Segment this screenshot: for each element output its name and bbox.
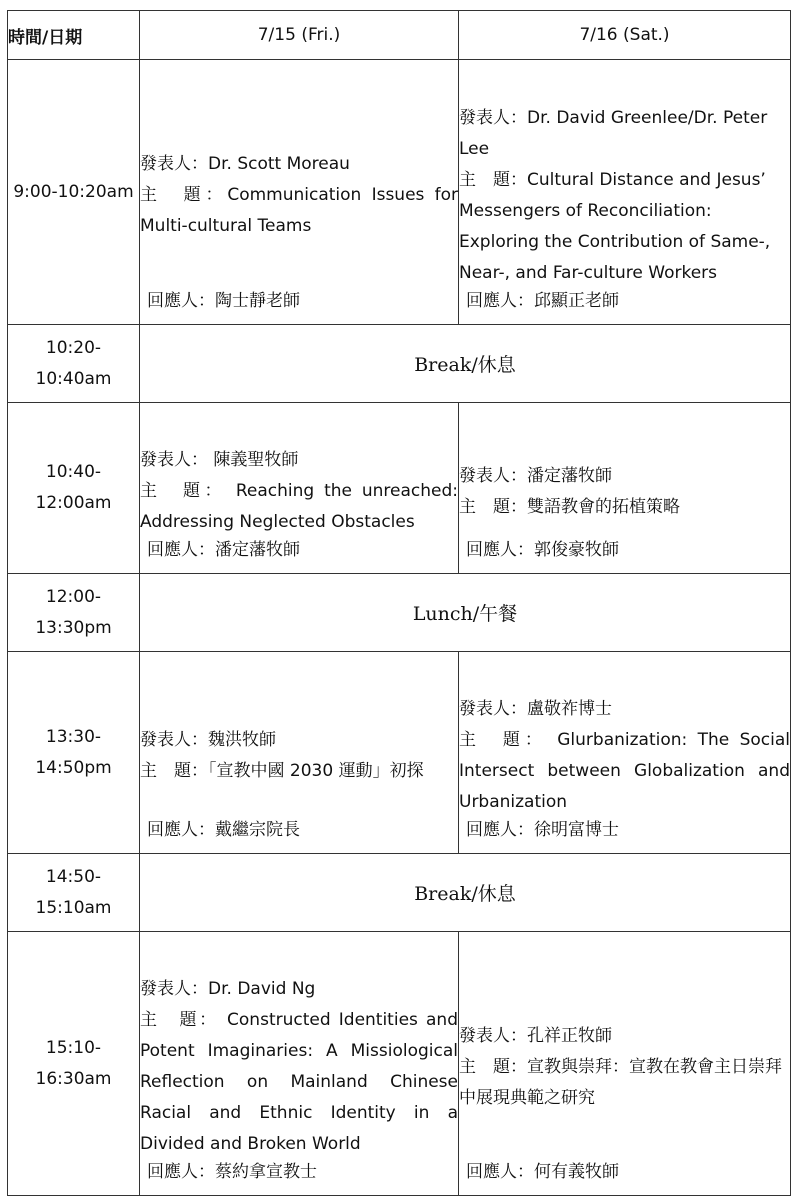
responder-line (466, 1157, 619, 1188)
time-line: 9:00-10:20am (13, 181, 134, 202)
responder-line (147, 1157, 317, 1188)
responder-line (147, 286, 300, 317)
schedule-table (7, 10, 791, 1196)
responder-label: 回應人： (466, 1162, 534, 1182)
session-row-1 (8, 60, 791, 325)
presenter-label: 發表人： (140, 979, 208, 999)
topic-line (459, 492, 790, 523)
time-line: 12:00- (45, 586, 102, 607)
time-cell (8, 932, 140, 1196)
responder-line (466, 815, 619, 846)
topic-line (459, 165, 790, 289)
time-cell (8, 403, 140, 574)
topic-text: Communication Issues for Multi-cultural Teams (140, 185, 459, 236)
responder-label: 回應人： (147, 291, 215, 311)
presenter-name: Dr. David Ng (208, 979, 316, 999)
topic-label: 主 題： (140, 761, 208, 781)
presenter-name: 潘定藩牧師 (527, 465, 612, 486)
session-cell (459, 60, 791, 325)
responder-line (147, 815, 300, 846)
topic-text: Reaching the unreached: Addressing Neglected Obstacles (140, 481, 458, 532)
time-line: 15:10- (45, 1037, 102, 1058)
time-line: 12:00am (35, 493, 112, 513)
session-row-2 (8, 403, 791, 574)
presenter-line (459, 1014, 790, 1052)
responder-name: 郭俊豪牧師 (534, 540, 619, 560)
time-line: 10:40- (45, 462, 102, 482)
topic-label: 主 題： (459, 496, 527, 517)
presenter-label: 發表人： (140, 730, 208, 750)
topic-line (140, 180, 458, 242)
time-cell (8, 574, 140, 652)
time-line: 14:50pm (35, 757, 112, 778)
responder-label: 回應人： (147, 540, 215, 560)
responder-label: 回應人： (466, 540, 534, 560)
responder-label: 回應人： (466, 291, 534, 311)
responder-label: 回應人： (147, 1162, 215, 1182)
time-line: 10:40am (35, 368, 112, 389)
responder-name: 陶士靜老師 (215, 291, 300, 311)
topic-text: 「宣教中國 2030 運動」初探 (208, 761, 424, 781)
presenter-name: Dr. David Greenlee/Dr. Peter Lee (459, 107, 768, 159)
time-cell (8, 60, 140, 325)
topic-line (140, 1005, 458, 1160)
topic-text: Cultural Distance and Jesus’ Messengers of Reconciliation: Exploring the Contribution of Same-, Near-, and Far-culture Workers (459, 169, 771, 283)
presenter-label: 發表人： (140, 450, 208, 470)
time-line: 16:30am (35, 1068, 112, 1089)
session-row-3 (8, 652, 791, 854)
responder-line (147, 535, 300, 566)
time-cell (8, 854, 140, 932)
topic-label: 主 題： (140, 185, 228, 205)
presenter-line (459, 96, 790, 165)
presenter-line (140, 967, 458, 1005)
time-cell (8, 652, 140, 854)
session-cell (459, 652, 791, 854)
presenter-line (140, 718, 458, 756)
presenter-line (459, 687, 790, 725)
topic-text: Constructed Identities and Potent Imaginaries: A Missiological Reflection on Mainland Chinese Racial and Ethnic Identity in a Divided and Broken World (140, 1010, 459, 1154)
responder-name: 潘定藩牧師 (215, 540, 300, 560)
time-line: 10:20- (45, 337, 102, 358)
topic-label: 主 題： (459, 730, 547, 750)
topic-line (459, 1052, 790, 1114)
responder-name: 邱顯正老師 (534, 291, 619, 311)
break-row-1 (8, 325, 791, 403)
break-row-3 (8, 854, 791, 932)
presenter-label: 發表人： (459, 107, 527, 128)
topic-label: 主 題： (140, 481, 226, 501)
topic-text: 雙語教會的拓植策略 (527, 496, 680, 517)
session-cell (459, 403, 791, 574)
presenter-label: 發表人： (459, 465, 527, 486)
responder-name: 徐明富博士 (534, 820, 619, 840)
topic-label: 主 題： (140, 1010, 219, 1030)
presenter-name: Dr. Scott Moreau (208, 154, 350, 174)
responder-name: 何有義牧師 (534, 1162, 619, 1182)
topic-line (459, 725, 790, 818)
responder-name: 蔡約拿宣教士 (215, 1162, 317, 1182)
topic-label: 主 題： (459, 1056, 527, 1077)
presenter-name: 陳義聖牧師 (208, 450, 299, 470)
presenter-line (140, 142, 458, 180)
responder-label: 回應人： (466, 820, 534, 840)
session-cell (140, 60, 459, 325)
topic-line (140, 756, 458, 787)
presenter-line (140, 438, 458, 476)
presenter-name: 盧敬祚博士 (527, 699, 612, 719)
break-row-2 (8, 574, 791, 652)
presenter-label: 發表人： (459, 1025, 527, 1046)
topic-text: 宣教與崇拜：宣教在教會主日崇拜中展現典範之研究 (459, 1056, 782, 1108)
presenter-name: 孔祥正牧師 (527, 1025, 612, 1046)
responder-label: 回應人： (147, 820, 215, 840)
topic-line (140, 476, 458, 538)
presenter-label: 發表人： (459, 699, 527, 719)
presenter-name: 魏洪牧師 (208, 730, 276, 750)
topic-label: 主 題： (459, 169, 527, 190)
time-cell (8, 325, 140, 403)
session-cell (140, 652, 459, 854)
presenter-label: 發表人： (140, 154, 208, 174)
session-row-4 (8, 932, 791, 1196)
time-line: 13:30- (45, 726, 102, 747)
break-label: Break/休息 (140, 325, 791, 403)
break-label: Break/休息 (140, 854, 791, 932)
time-line: 13:30pm (35, 617, 112, 638)
day2-header: 7/16 (Sat.) (459, 11, 791, 60)
responder-name: 戴繼宗院長 (215, 820, 300, 840)
time-line: 15:10am (35, 897, 112, 918)
header-row (8, 11, 791, 60)
session-cell (140, 932, 459, 1196)
lunch-label: Lunch/午餐 (140, 574, 791, 652)
corner-header: 時間/日期 (8, 11, 140, 60)
presenter-line (459, 454, 790, 492)
responder-line (466, 286, 619, 317)
topic-text: Glurbanization: The Social Intersect between Globalization and Urbanization (459, 730, 791, 812)
time-line: 14:50- (45, 866, 102, 887)
responder-line (466, 535, 619, 566)
day1-header: 7/15 (Fri.) (140, 11, 459, 60)
session-cell (140, 403, 459, 574)
session-cell (459, 932, 791, 1196)
